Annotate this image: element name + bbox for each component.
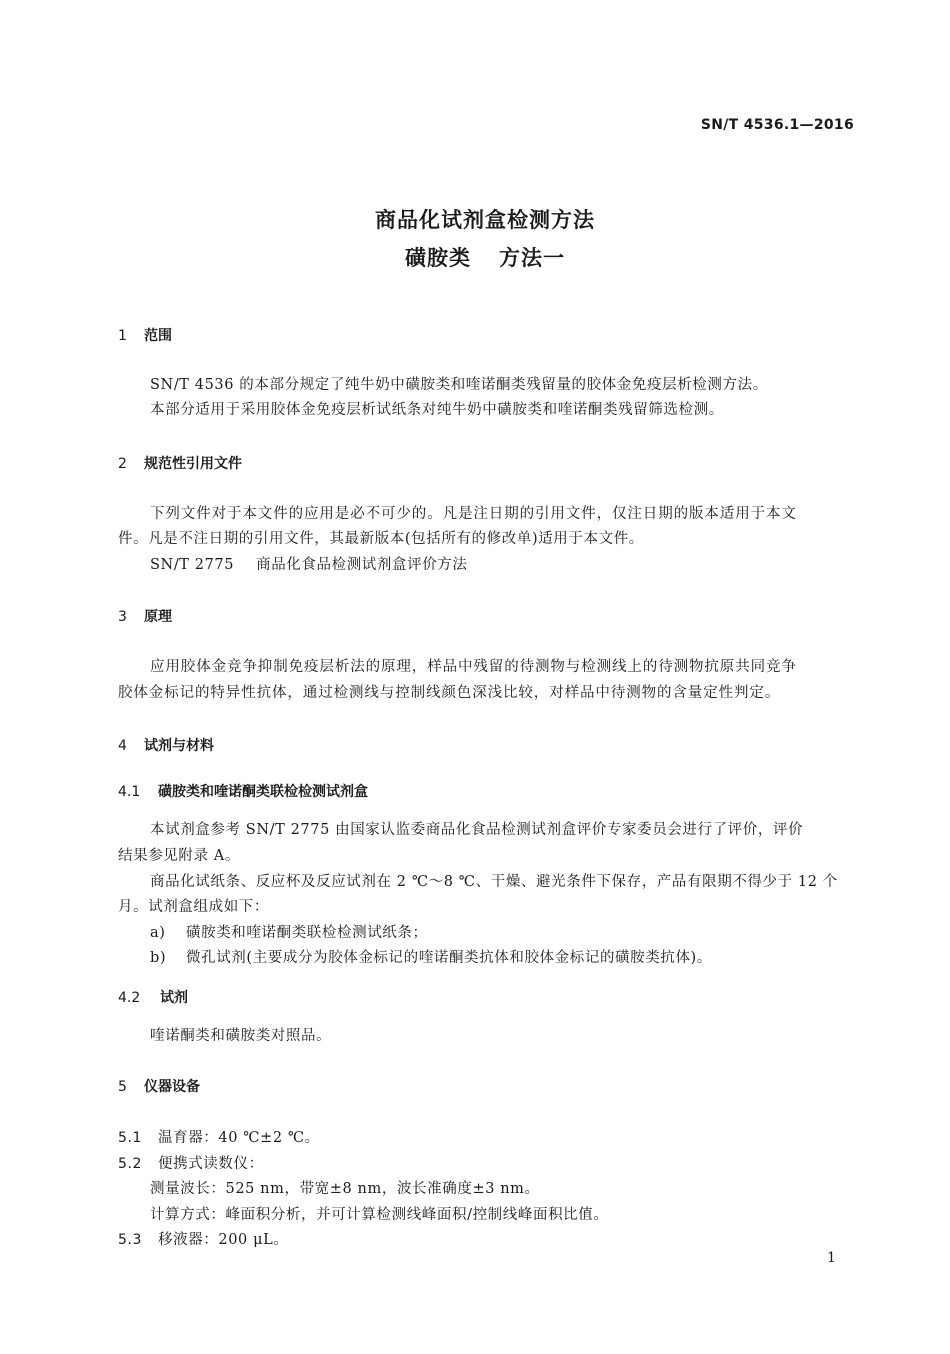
list-item-a (150, 921, 428, 942)
section-4-1-paragraph-1-line-2: 结果参见附录 A。 (118, 848, 240, 864)
list-item-b (150, 946, 712, 967)
section-2-paragraph-line-2: 件。凡是不注日期的引用文件，其最新版本(包括所有的修改单)适用于本文件。 (118, 531, 644, 547)
standard-code: SN/T 4536.1—2016 (700, 117, 854, 133)
section-2-paragraph-line-1: 下列文件对于本文件的应用是必不可少的。凡是注日期的引用文件，仅注日期的版本适用于本文 (150, 506, 797, 522)
item-5-2-text: 便携式读数仪： (158, 1156, 264, 1172)
section-2-heading: 2 规范性引用文件 (118, 456, 242, 472)
item-5-2 (118, 1152, 264, 1173)
item-5-2-line-1: 测量波长：525 nm，带宽±8 nm，波长准确度±3 nm。 (150, 1181, 540, 1197)
section-4-2-paragraph: 喹诺酮类和磺胺类对照品。 (150, 1028, 332, 1044)
section-5-heading: 5 仪器设备 (118, 1079, 200, 1095)
normative-reference (150, 553, 468, 574)
document-subtitle (0, 242, 950, 272)
section-4-1-heading: 4.1 磺胺类和喹诺酮类联检检测试剂盒 (118, 784, 368, 800)
document-title: 商品化试剂盒检测方法 (375, 208, 595, 232)
item-5-1 (118, 1126, 320, 1147)
section-4-1-paragraph-2-line-1: 商品化试纸条、反应杯及反应试剂在 2 ℃～8 ℃、干燥、避光条件下保存，产品有限期不得少于 12 个 (150, 874, 838, 890)
subtitle-part-2: 方法一 (499, 246, 565, 270)
item-5-3 (118, 1228, 288, 1249)
item-5-1-text: 温育器：40 ℃±2 ℃。 (158, 1130, 320, 1146)
section-4-2-heading: 4.2 试剂 (118, 990, 188, 1006)
item-5-2-number: 5.2 (118, 1156, 143, 1172)
page-number: 1 (827, 1250, 836, 1266)
item-5-3-number: 5.3 (118, 1232, 143, 1248)
list-label-b: b) (150, 950, 167, 966)
item-5-1-number: 5.1 (118, 1130, 143, 1146)
list-label-a: a) (150, 925, 166, 941)
list-text-b: 微孔试剂(主要成分为胶体金标记的喹诺酮类抗体和胶体金标记的磺胺类抗体)。 (186, 950, 712, 966)
reference-title: 商品化食品检测试剂盒评价方法 (256, 557, 468, 573)
item-5-2-line-2: 计算方式：峰面积分析，并可计算检测线峰面积/控制线峰面积比值。 (150, 1207, 609, 1223)
section-3-heading: 3 原理 (118, 609, 172, 625)
item-5-3-text: 移液器：200 μL。 (158, 1232, 289, 1248)
section-3-paragraph-line-2: 胶体金标记的特异性抗体，通过检测线与控制线颜色深浅比较，对样品中待测物的含量定性判定。 (118, 685, 781, 701)
section-4-1-paragraph-1-line-1: 本试剂盒参考 SN/T 2775 由国家认监委商品化食品检测试剂盒评价专家委员会进行了评价，评价 (150, 822, 804, 838)
section-1-paragraph-1: SN/T 4536 的本部分规定了纯牛奶中磺胺类和喹诺酮类残留量的胶体金免疫层析检测方法。 (150, 377, 768, 393)
subtitle-part-1: 磺胺类 (405, 246, 471, 270)
section-1-paragraph-2: 本部分适用于采用胶体金免疫层析试纸条对纯牛奶中磺胺类和喹诺酮类残留筛选检测。 (150, 402, 724, 418)
section-3-paragraph-line-1: 应用胶体金竞争抑制免疫层析法的原理，样品中残留的待测物与检测线上的待测物抗原共同竞争 (150, 659, 797, 675)
section-4-heading: 4 试剂与材料 (118, 738, 214, 754)
reference-code: SN/T 2775 (150, 557, 235, 573)
section-1-heading: 1 范围 (118, 328, 172, 344)
section-4-1-paragraph-2-line-2: 月。试剂盒组成如下： (118, 899, 269, 915)
list-text-a: 磺胺类和喹诺酮类联检检测试纸条； (186, 925, 428, 941)
